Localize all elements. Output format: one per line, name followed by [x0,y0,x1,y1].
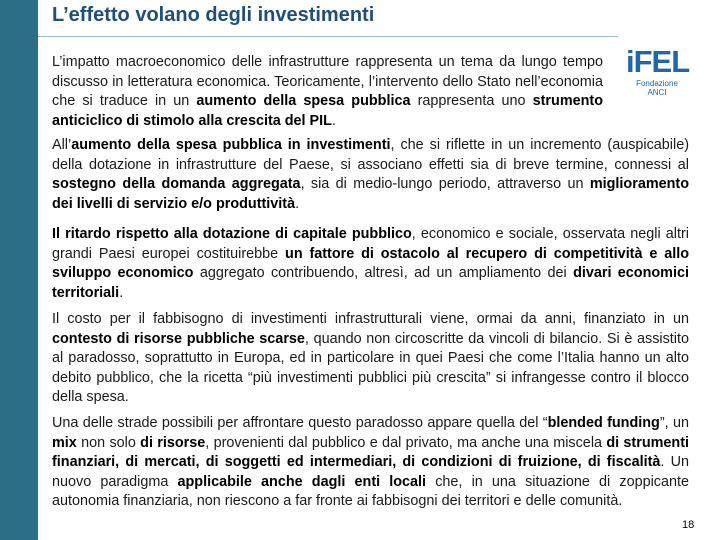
slide-title: L’effetto volano degli investimenti [52,4,375,26]
bold-text-run: di strumenti finanziari, di mercati, di soggetti ed intermediari, di condizioni di fruizione, di fiscalità [52,434,689,471]
text-run: L’impatto macroeconomico delle infrastrutture rappresenta un tema da lungo tempo discusso in letteratura economica. Teoricamente, l’intervento dello Stato nell’economia che si traduce in un [52,54,603,110]
bold-text-run: miglioramento dei livelli di servizio e/o produttività [52,176,689,212]
paragraph-5 [52,414,689,512]
bold-text-run: mix [52,434,77,451]
bold-text-run: Il ritardo rispetto alla dotazione di capitale pubblico [52,226,412,242]
text-run: Il costo per il fabbisogno di investimenti infrastrutturali viene, ormai da anni, finanziato in un [52,311,689,327]
logo-subtitle: Fondazione ANCI [636,79,678,97]
ifel-logo [626,44,690,97]
page-number: 18 [682,519,695,531]
bold-text-run: applicabile anche dagli enti locali [177,473,427,490]
text-run: . [295,195,300,212]
text-run: rappresenta uno [410,93,533,110]
text-run: , che si riflette in un incremento (auspicabile) della dotazione in infrastrutture del Paese, si associano effetti sia di breve termine, connessi al [52,137,689,173]
logo-wordmark: iFEL [626,44,690,79]
bold-text-run: sostegno della domanda aggregata [52,176,301,193]
text-run: , sia di medio-lungo periodo, attraverso un [300,176,590,193]
title-divider [38,36,618,37]
paragraph-2 [52,136,689,214]
text-run: . Un nuovo paradigma [52,454,689,490]
paragraph-1 [52,53,603,131]
bold-text-run: blended funding [547,415,660,431]
text-run: che, in una situazione di zoppicante autonomia finanziaria, non riescono a far fronte ai fabbisogni dei territori e delle comunità. [52,473,689,510]
text-run: All’ [52,137,72,153]
bold-text-run: di risorse [140,434,206,451]
bold-text-run: aumento della spesa pubblica in investimenti [71,137,391,153]
paragraph-3 [52,225,689,303]
text-run: Una delle strade possibili per affrontare questo paradosso appare quella del “ [52,415,548,431]
paragraph-4 [52,310,689,408]
text-run: , quando non circoscritte da vincoli di bilancio. Si è assistito al paradosso, soprattutto in Europa, ed in particolare in quei Paesi che come l’Italia hanno un alto debito pubblico, che la ricetta “più investimenti pubblici più crescita” si infrangesse contro il blocco della spesa. [52,330,689,406]
bold-text-run: contesto di risorse pubbliche scarse [52,330,305,347]
text-run: . [119,284,124,301]
bold-text-run: un fattore di ostacolo al recupero di competitività e allo sviluppo economico [52,245,689,282]
text-run: non solo [76,434,141,451]
text-run: ”, un [659,415,689,431]
bold-text-run: divari economici territoriali [52,265,689,301]
left-accent-bar [0,0,38,540]
text-run: , economico e sociale, osservata negli altri grandi Paesi europei costituirebbe [52,226,689,262]
text-run: . [331,112,336,129]
text-run: aggregato contribuendo, altresì, ad un ampliamento dei [193,265,574,282]
bold-text-run: aumento della spesa pubblica [196,93,411,110]
bold-text-run: strumento anticiclico di stimolo alla crescita del PIL [52,93,603,129]
text-run: , provenienti dal pubblico e dal privato, ma anche una miscela [205,434,607,451]
